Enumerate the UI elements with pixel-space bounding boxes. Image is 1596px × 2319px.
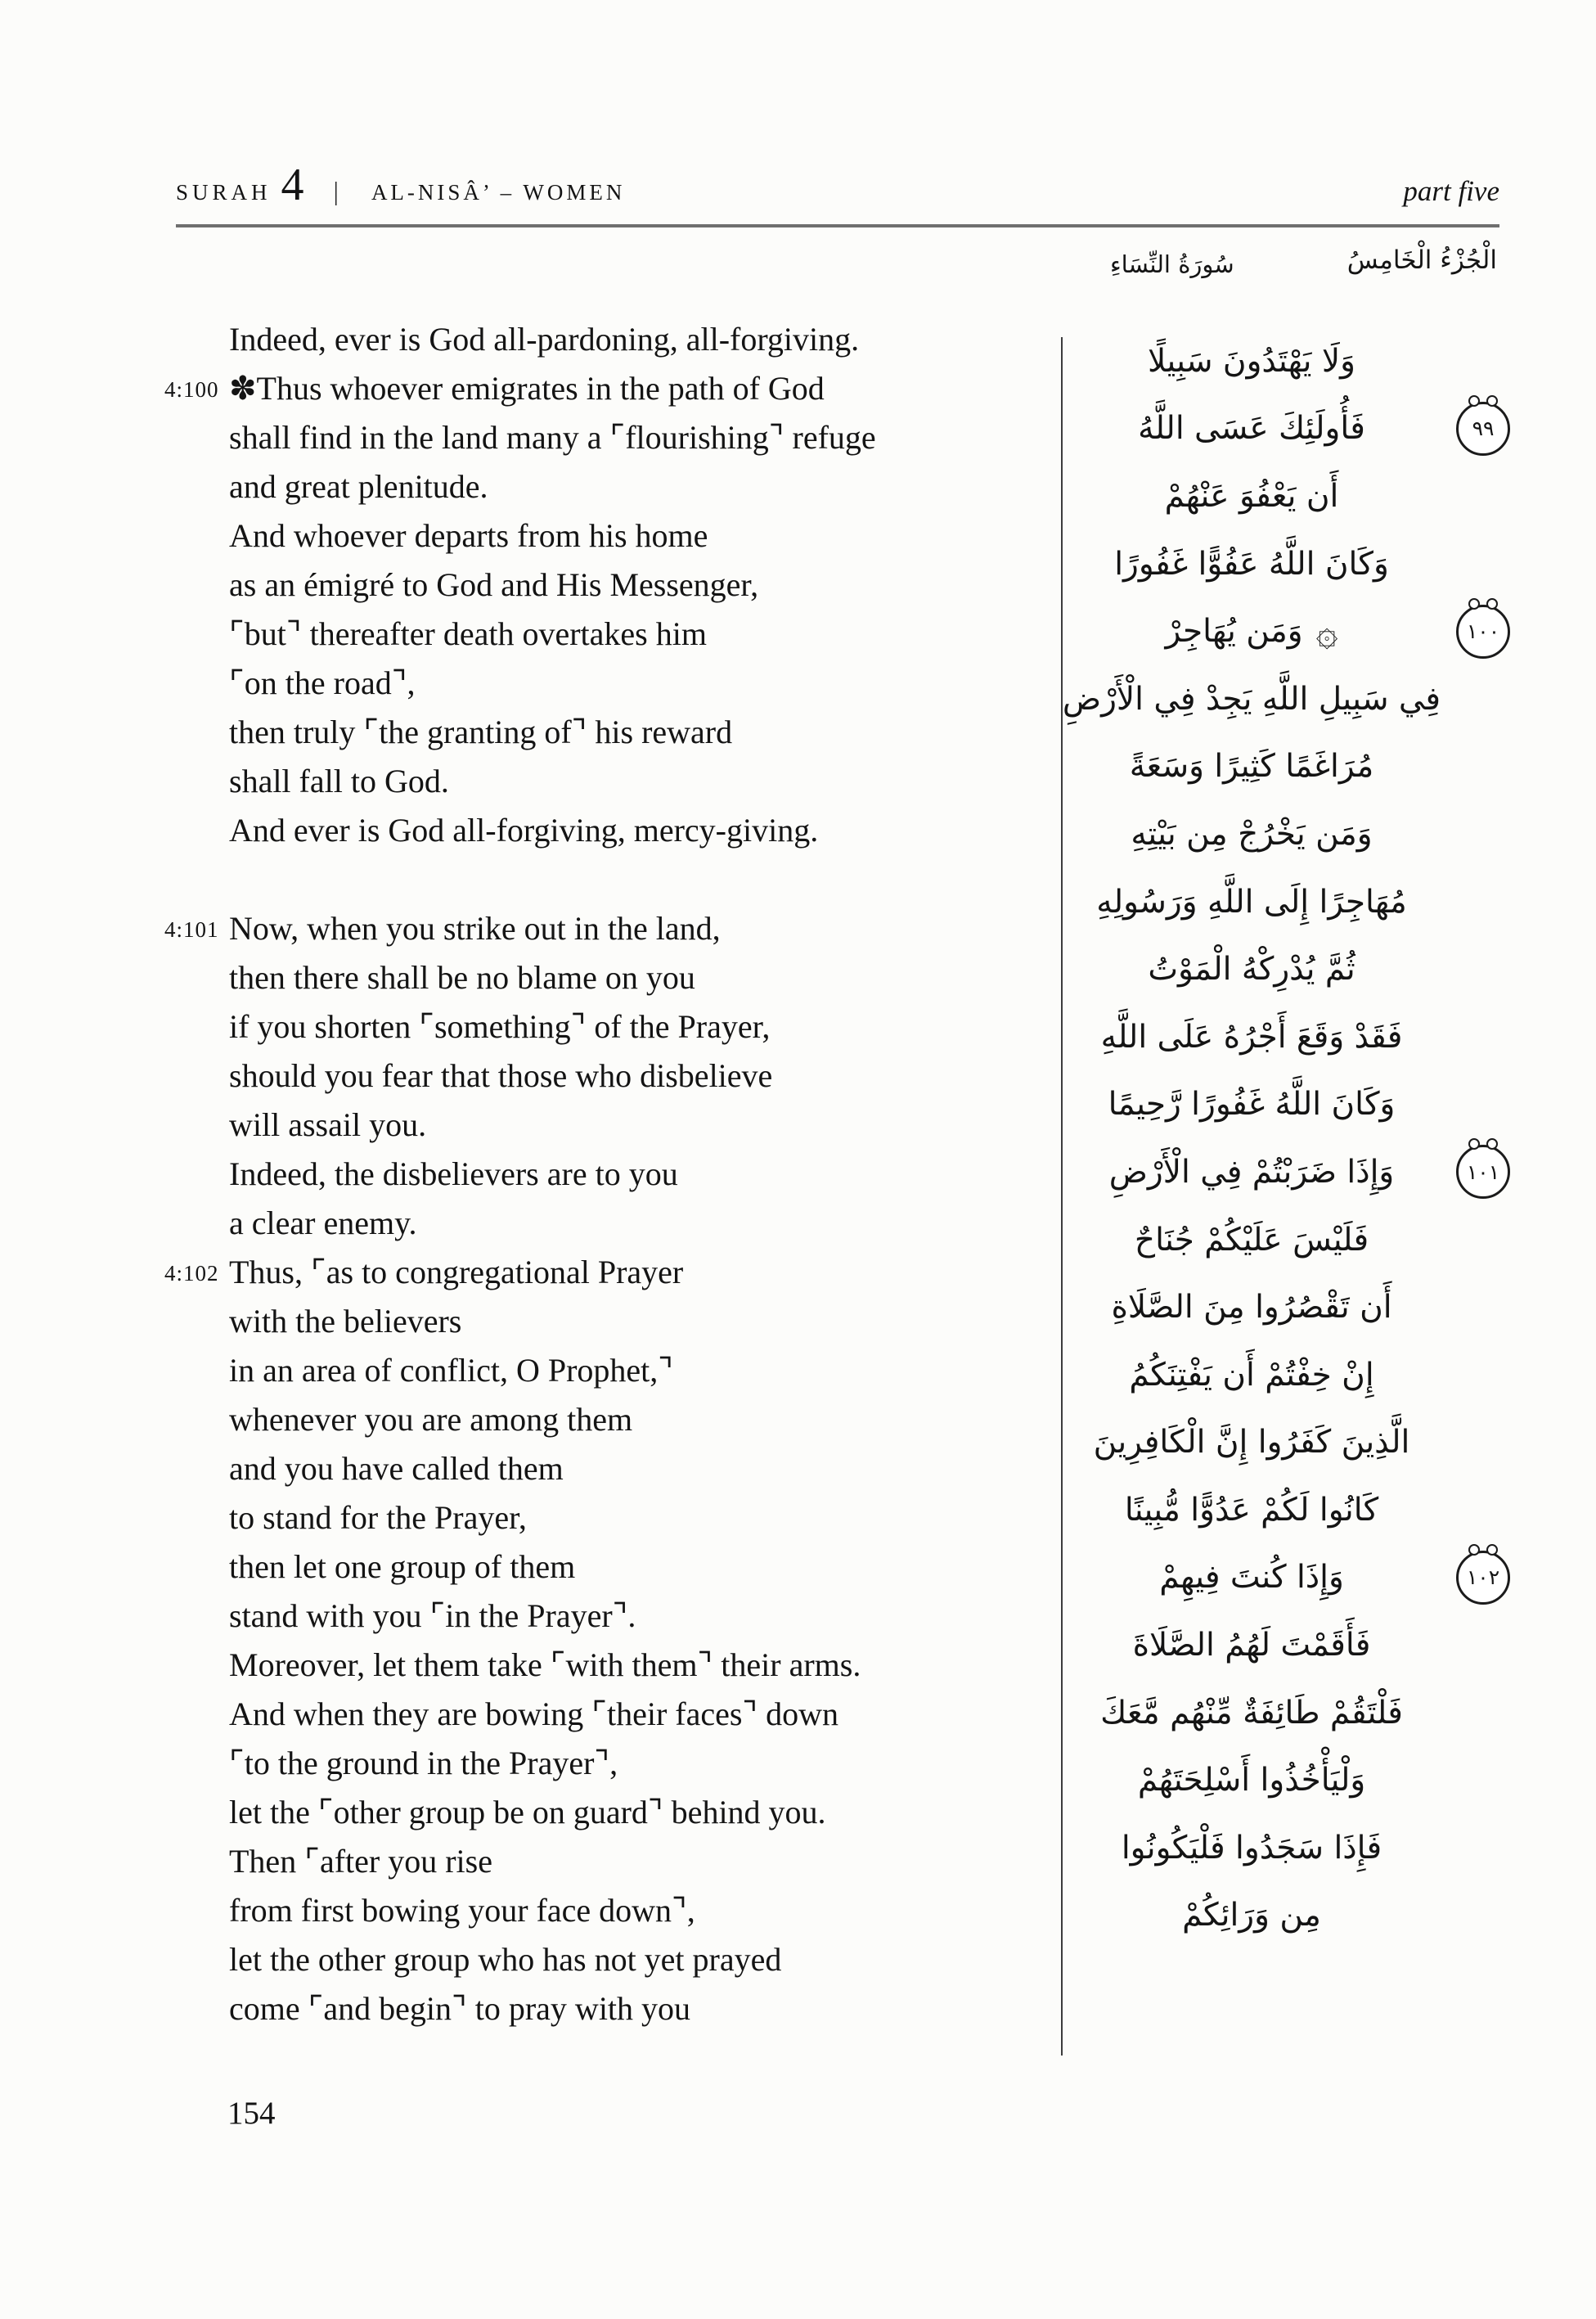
arabic-verse-text: فَأُولَئِكَ عَسَى اللَّهُ [1138,410,1365,448]
arabic-verse-text: مُهَاجِرًا إِلَى اللَّهِ وَرَسُولِهِ [1096,883,1407,921]
arabic-verse-line [1063,1882,1440,1950]
verse-end-medallion [1456,1145,1510,1199]
verse-text-line [229,659,1018,708]
verse-text-line [229,1199,1018,1248]
verse-number: 4:100 [164,377,219,402]
verse-text: if you shorten ⌜something⌝ of the Prayer, [229,1008,771,1045]
part-label: part five [1403,175,1499,207]
arabic-verse-line [1063,1138,1500,1206]
verse-text-line [229,561,1018,610]
verse-text: And whoever departs from his home [229,517,708,554]
verse-end-number: ١٠٢ [1466,1565,1500,1590]
arabic-verse-line [1063,1409,1440,1477]
paragraph-spacer [229,855,1018,904]
verse-text-line [229,1641,1018,1690]
arabic-verse-text: فَقَدْ وَقَعَ أَجْرُهُ عَلَى اللَّهِ [1100,1018,1403,1056]
page-number: 154 [227,2096,276,2131]
arabic-verse-text: أَن تَقْصُرُوا مِنَ الصَّلَاةِ [1111,1289,1392,1326]
arabic-verse-text: وَإِذَا كُنتَ فِيهِمْ [1159,1559,1344,1596]
arabic-verse-text: وَمَن يُهَاجِرْ [1165,613,1303,651]
verse-text-line [229,1493,1018,1542]
verse-text-line [229,1837,1018,1886]
verse-text-line [229,511,1018,561]
verse-text-line [229,1788,1018,1837]
arabic-verse-line [1063,1273,1440,1341]
arabic-verse-text: فَأَقَمْتَ لَهُمُ الصَّلَاةَ [1132,1627,1371,1664]
arabic-verse-line [1063,1341,1440,1409]
arabic-verse-text: كَانُوا لَكُمْ عَدُوًّا مُّبِينًا [1124,1491,1379,1529]
arabic-verse-line [1063,1611,1440,1679]
verse-text: ✽Thus whoever emigrates in the path of God [229,370,825,407]
verse-text-line [229,1051,1018,1101]
verse-text: as an émigré to God and His Messenger, [229,566,759,603]
verse-number: 4:101 [164,917,219,942]
column-divider [1061,337,1063,2056]
verse-text-line [229,1935,1018,1984]
english-translation-column [164,315,1018,2033]
arabic-verse-line [1063,935,1440,1003]
arabic-verse-text: فِي سَبِيلِ اللَّهِ يَجِدْ فِي الْأَرْضِ [1062,680,1441,718]
verse-text-line [229,610,1018,659]
verse-text-line [229,1592,1018,1641]
verse-text-line [229,413,1018,462]
verse-text: come ⌜and begin⌝ to pray with you [229,1990,691,2027]
arabic-verse-text: فَلَيْسَ عَلَيْكُمْ جُنَاحٌ [1134,1221,1369,1259]
verse-text-line [229,1739,1018,1788]
verse-text: ⌜but⌝ thereafter death overtakes him [229,615,707,652]
verse-end-medallion [1456,605,1510,659]
verse-text: ⌜on the road⌝, [229,664,416,701]
arabic-verse-text: الَّذِينَ كَفَرُوا إِنَّ الْكَافِرِينَ [1093,1424,1410,1461]
arabic-verse-line [1063,1746,1440,1814]
verse-text: And when they are bowing ⌜their faces⌝ down [229,1695,839,1732]
surah-name: AL-NISÂ’ – WOMEN [371,180,626,205]
rub-el-hizb-icon: ۞ [1315,609,1338,654]
arabic-verse-line [1063,1814,1440,1882]
verse-text-line [229,757,1018,806]
arabic-verse-text: مِن وَرَائِكُمْ [1182,1897,1321,1934]
arabic-verse-line [1063,395,1495,463]
arabic-verse-text: وَلْيَأْخُذُوا أَسْلِحَتَهُمْ [1137,1762,1366,1799]
verse-text: Indeed, the disbelievers are to you [229,1155,678,1192]
header-separator: | [333,176,339,205]
running-head [176,162,625,208]
arabic-verse-line [1063,1206,1440,1274]
verse-text: Thus, ⌜as to congregational Prayer [229,1254,684,1290]
verse-text: whenever you are among them [229,1401,633,1438]
verse-text-line [229,708,1018,757]
verse-text-line [229,1542,1018,1592]
arabic-verse-line [1063,665,1440,733]
arabic-verse-line [1063,530,1440,598]
arabic-verse-text: فَإِذَا سَجَدُوا فَلْيَكُونُوا [1121,1829,1382,1866]
verse-text: then let one group of them [229,1548,576,1585]
arabic-juz-header: الْجُزْءُ الْخَامِسُ [1346,245,1497,275]
arabic-verse-line [1063,462,1440,530]
arabic-verse-line [1063,800,1440,868]
arabic-verse-text: وَكَانَ اللَّهُ غَفُورًا رَّحِيمًا [1108,1086,1396,1123]
verse-text-line [229,1444,1018,1493]
verse-text: then truly ⌜the granting of⌝ his reward [229,714,733,750]
verse-number: 4:102 [164,1261,219,1286]
verse-text-line [229,1346,1018,1395]
arabic-verse-line [1063,1071,1440,1139]
arabic-verse-text: وَكَانَ اللَّهُ عَفُوًّا غَفُورًا [1114,545,1389,583]
arabic-verse-text: فَلْتَقُمْ طَائِفَةٌ مِّنْهُم مَّعَكَ [1100,1694,1403,1731]
verse-text: shall find in the land many a ⌜flourishing⌝ refuge [229,419,876,456]
verse-end-medallion [1456,1551,1510,1605]
arabic-verse-line [1063,597,1500,665]
verse-text-line [229,1002,1018,1051]
verse-end-number: ١٠٠ [1466,619,1500,644]
verse-text-line [164,904,1018,953]
surah-number: 4 [281,160,304,210]
verse-text: should you fear that those who disbelieve [229,1057,773,1094]
arabic-verse-text: وَلَا يَهْتَدُونَ سَبِيلًا [1148,342,1355,380]
header-rule [176,224,1499,227]
verse-text: then there shall be no blame on you [229,959,695,996]
arabic-verse-line [1063,1476,1440,1544]
arabic-surah-header: سُورَةُ النِّسَاءِ [1110,250,1234,278]
verse-text: from first bowing your face down⌝, [229,1892,695,1929]
verse-text: let the other group who has not yet prayed [229,1941,782,1978]
verse-text-line [229,1150,1018,1199]
verse-end-medallion [1456,402,1510,456]
verse-text-line [164,364,1018,413]
verse-text: will assail you. [229,1106,427,1143]
verse-end-number: ١٠١ [1466,1160,1500,1184]
verse-text: And ever is God all-forgiving, mercy-giving. [229,812,819,849]
verse-text-line [164,1248,1018,1297]
arabic-verse-text: وَمَن يَخْرُجْ مِن بَيْتِهِ [1131,815,1373,853]
verse-text: to stand for the Prayer, [229,1499,527,1536]
verse-text-line [229,1395,1018,1444]
verse-text: let the ⌜other group be on guard⌝ behind you. [229,1794,826,1830]
arabic-verse-text: مُرَاغَمًا كَثِيرًا وَسَعَةً [1129,748,1374,786]
arabic-verse-line [1063,327,1440,395]
verse-text: Then ⌜after you rise [229,1843,492,1880]
verse-text-line [229,1690,1018,1739]
arabic-verse-line [1063,1679,1440,1747]
surah-label: SURAH [176,180,272,205]
verse-text: Now, when you strike out in the land, [229,910,721,947]
arabic-verse-line [1063,868,1440,936]
arabic-verse-line [1063,1003,1440,1071]
verse-text-line [229,1297,1018,1346]
verse-text: and you have called them [229,1450,564,1487]
verse-text: stand with you ⌜in the Prayer⌝. [229,1597,636,1634]
verse-text-line [229,806,1018,855]
arabic-verse-text: وَإِذَا ضَرَبْتُمْ فِي الْأَرْضِ [1108,1153,1395,1191]
verse-text: and great plenitude. [229,468,488,505]
verse-text: shall fall to God. [229,763,449,799]
arabic-verse-text: إِنْ خِفْتُمْ أَن يَفْتِنَكُمُ [1129,1356,1374,1394]
verse-text-line [229,1984,1018,2033]
verse-text: Moreover, let them take ⌜with them⌝ their arms. [229,1646,861,1683]
verse-text: in an area of conflict, O Prophet,⌝ [229,1352,674,1389]
verse-text-line [229,1886,1018,1935]
verse-text-line [229,953,1018,1002]
verse-text: with the believers [229,1303,462,1340]
verse-text-line [229,462,1018,511]
arabic-verse-line [1063,1544,1500,1612]
arabic-verse-text: ثُمَّ يُدْرِكْهُ الْمَوْتُ [1148,951,1355,988]
verse-text: a clear enemy. [229,1205,417,1241]
arabic-text-column [1062,327,1500,1949]
verse-text-line [229,315,1018,364]
arabic-verse-text: أَن يَعْفُوَ عَنْهُمْ [1164,477,1339,515]
verse-text: Indeed, ever is God all-pardoning, all-forgiving. [229,321,860,358]
verse-text: ⌜to the ground in the Prayer⌝, [229,1745,618,1781]
arabic-verse-line [1063,733,1440,801]
verse-end-number: ٩٩ [1472,417,1495,441]
verse-text-line [229,1101,1018,1150]
